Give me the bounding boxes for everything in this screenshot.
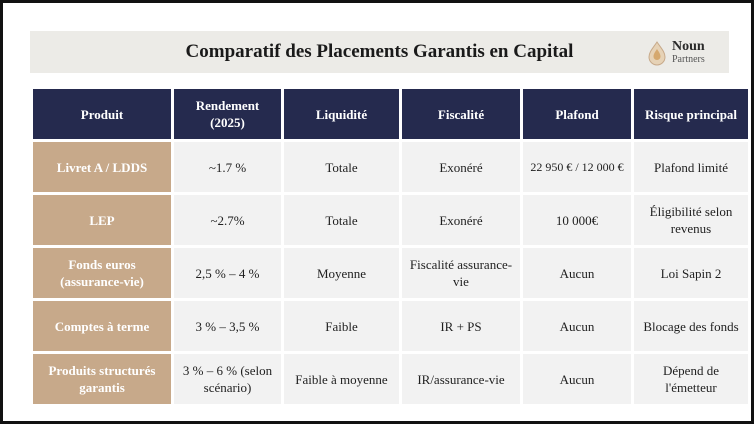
logo-subtitle: Partners (672, 54, 705, 65)
table-cell: Totale (284, 142, 399, 192)
table-cell: 3 % – 6 % (selon scénario) (174, 354, 281, 404)
page-title: Comparatif des Placements Garantis en Capital (185, 41, 574, 62)
table-cell: Plafond limité (634, 142, 748, 192)
table-row (33, 142, 748, 192)
table-cell: IR + PS (402, 301, 520, 351)
table-cell: Exonéré (402, 142, 520, 192)
comparison-table (30, 86, 751, 407)
column-header: Fiscalité (402, 89, 520, 139)
table-cell: Aucun (523, 301, 631, 351)
product-name: Livret A / LDDS (33, 142, 171, 192)
table-cell: Exonéré (402, 195, 520, 245)
table-cell: Aucun (523, 248, 631, 298)
table-cell: Totale (284, 195, 399, 245)
product-name: Comptes à terme (33, 301, 171, 351)
drop-logo-icon (645, 40, 669, 66)
column-header: Liquidité (284, 89, 399, 139)
table-row (33, 354, 748, 404)
table-row (33, 195, 748, 245)
column-header: Produit (33, 89, 171, 139)
table-cell: IR/assurance-vie (402, 354, 520, 404)
company-logo (645, 39, 725, 67)
table-cell: Faible (284, 301, 399, 351)
table-cell: 22 950 € / 12 000 € (523, 142, 631, 192)
product-name: Fonds euros (assurance-vie) (33, 248, 171, 298)
table-row (33, 301, 748, 351)
table-cell: Blocage des fonds (634, 301, 748, 351)
column-header: Rendement (2025) (174, 89, 281, 139)
logo-name: Noun (672, 39, 705, 54)
table-cell: ~2.7% (174, 195, 281, 245)
product-name: Produits structurés garantis (33, 354, 171, 404)
product-name: LEP (33, 195, 171, 245)
table-cell: Fiscalité assurance-vie (402, 248, 520, 298)
table-row (33, 248, 748, 298)
table-cell: 3 % – 3,5 % (174, 301, 281, 351)
table-cell: Aucun (523, 354, 631, 404)
column-header: Plafond (523, 89, 631, 139)
table-cell: Éligibilité selon revenus (634, 195, 748, 245)
table-cell: ~1.7 % (174, 142, 281, 192)
header-row (33, 89, 748, 139)
table-cell: Loi Sapin 2 (634, 248, 748, 298)
title-bar (30, 31, 729, 73)
table-cell: Faible à moyenne (284, 354, 399, 404)
column-header: Risque principal (634, 89, 748, 139)
table-cell: 2,5 % – 4 % (174, 248, 281, 298)
table-cell: Dépend de l'émetteur (634, 354, 748, 404)
table-cell: 10 000€ (523, 195, 631, 245)
table-cell: Moyenne (284, 248, 399, 298)
